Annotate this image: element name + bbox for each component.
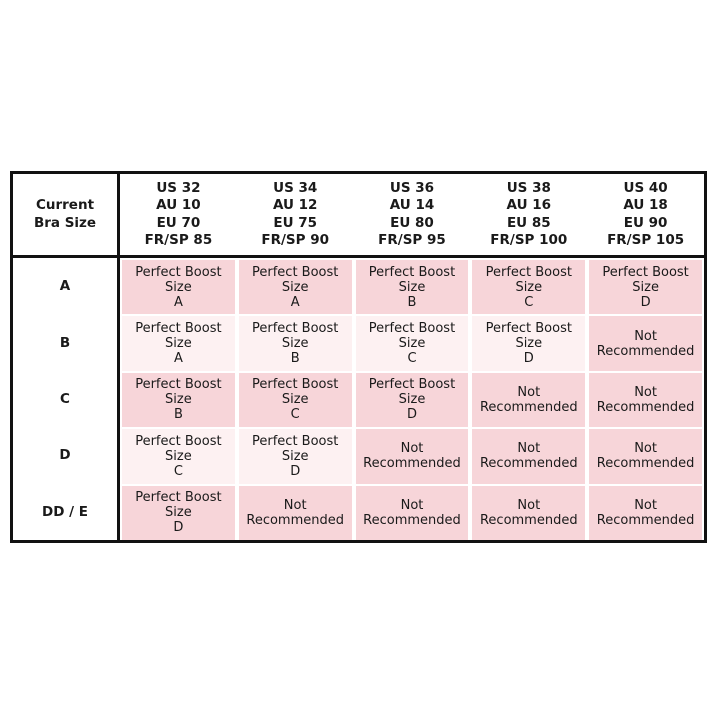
- cell-line-l2: Size: [281, 448, 309, 464]
- recommended-size-cell: [472, 260, 585, 314]
- not-recommended-cell: [356, 486, 469, 540]
- cell-line-l2: Recommended: [246, 512, 344, 528]
- column-header: [470, 174, 587, 258]
- recommended-size-cell: [239, 429, 352, 483]
- cell-line-l1: Perfect Boost: [485, 264, 572, 280]
- cell-line-l1: Perfect Boost: [135, 377, 222, 393]
- recommended-size-cell: [122, 260, 235, 314]
- cell-line-l1: Perfect Boost: [135, 490, 222, 506]
- cell-line-l2: Recommended: [363, 456, 461, 472]
- cell-line-l1: Perfect Boost: [252, 377, 339, 393]
- row-header: C: [13, 371, 120, 427]
- column-header-au: AU 12: [272, 197, 318, 213]
- cell-line-l1: Not: [400, 497, 424, 513]
- cell-line-l2: Size: [281, 336, 309, 352]
- column-header-fr: FR/SP 85: [144, 232, 213, 248]
- cell-line-l2: Recommended: [479, 512, 578, 528]
- cell-line-l3: C: [407, 351, 417, 367]
- column-header-eu: EU 90: [623, 214, 668, 231]
- cell-line-l1: Not: [283, 497, 307, 513]
- column-header: [120, 174, 237, 258]
- not-recommended-cell: [589, 486, 702, 540]
- cell-line-l3: C: [173, 463, 183, 479]
- cell-line-l1: Not: [517, 497, 541, 513]
- cell-line-l2: Size: [165, 505, 192, 521]
- row-header: B: [13, 314, 120, 370]
- cell-line-l2: Recommended: [596, 456, 695, 472]
- cell-line-l1: Perfect Boost: [135, 321, 222, 337]
- not-recommended-cell: [589, 373, 702, 427]
- not-recommended-cell: [472, 486, 585, 540]
- corner-header-line2: Bra Size: [33, 214, 97, 231]
- cell-line-l3: D: [173, 520, 184, 536]
- recommended-size-cell: [239, 316, 352, 370]
- cell-line-l2: Recommended: [363, 512, 461, 528]
- cell-line-l1: Perfect Boost: [135, 433, 222, 449]
- cell-line-l1: Not: [634, 328, 657, 344]
- recommended-size-cell: [356, 373, 469, 427]
- recommended-size-cell: [239, 373, 352, 427]
- recommended-size-cell: [122, 373, 235, 427]
- cell-line-l2: Size: [398, 279, 426, 295]
- recommended-size-cell: [122, 429, 235, 483]
- cell-line-l2: Size: [165, 392, 192, 408]
- cell-line-l1: Perfect Boost: [485, 321, 572, 337]
- column-header: [587, 174, 704, 258]
- cell-line-l1: Perfect Boost: [252, 321, 339, 337]
- row-header: D: [13, 427, 120, 483]
- cell-line-l2: Size: [398, 392, 426, 408]
- cell-line-l2: Size: [281, 392, 309, 408]
- cell-line-l1: Not: [517, 441, 541, 457]
- column-header-us: US 34: [273, 179, 318, 196]
- column-header-eu: EU 70: [156, 214, 201, 231]
- recommended-size-cell: [589, 260, 702, 314]
- cell-line-l1: Perfect Boost: [252, 264, 339, 280]
- cell-line-l2: Size: [165, 336, 192, 352]
- not-recommended-cell: [472, 373, 585, 427]
- corner-header-line1: Current: [35, 197, 95, 213]
- cell-line-l1: Perfect Boost: [368, 377, 456, 393]
- cell-line-l2: Size: [515, 336, 543, 352]
- column-header-us: US 38: [506, 179, 551, 196]
- cell-line-l3: D: [523, 351, 534, 367]
- recommended-size-cell: [472, 316, 585, 370]
- column-header-fr: FR/SP 95: [378, 232, 446, 248]
- column-header-fr: FR/SP 100: [490, 232, 568, 248]
- cell-line-l1: Perfect Boost: [252, 433, 339, 449]
- column-header-eu: EU 80: [390, 214, 434, 231]
- not-recommended-cell: [239, 486, 352, 540]
- not-recommended-cell: [589, 429, 702, 483]
- not-recommended-cell: [356, 429, 469, 483]
- cell-line-l2: Size: [165, 448, 192, 464]
- column-header-eu: EU 75: [273, 214, 318, 231]
- cell-line-l3: B: [407, 294, 417, 310]
- row-header: DD / E: [13, 484, 120, 540]
- size-chart-table: [10, 171, 707, 543]
- cell-line-l3: B: [173, 407, 183, 423]
- cell-line-l1: Perfect Boost: [135, 264, 222, 280]
- cell-line-l1: Perfect Boost: [368, 321, 456, 337]
- column-header-au: AU 16: [506, 197, 552, 213]
- cell-line-l1: Not: [634, 384, 657, 400]
- cell-line-l1: Perfect Boost: [368, 264, 456, 280]
- cell-line-l1: Not: [517, 384, 541, 400]
- cell-line-l2: Recommended: [596, 512, 695, 528]
- cell-line-l1: Not: [634, 441, 657, 457]
- cell-line-l2: Size: [515, 279, 543, 295]
- column-header-us: US 40: [623, 179, 668, 196]
- corner-header: [13, 174, 120, 258]
- column-header: [354, 174, 471, 258]
- not-recommended-cell: [472, 429, 585, 483]
- cell-line-l1: Not: [634, 497, 657, 513]
- column-header-eu: EU 85: [506, 214, 551, 231]
- cell-line-l2: Size: [165, 279, 192, 295]
- cell-line-l3: A: [173, 294, 183, 310]
- cell-line-l3: D: [640, 294, 651, 310]
- column-header-au: AU 10: [156, 197, 201, 213]
- cell-line-l2: Recommended: [479, 399, 578, 415]
- cell-line-l3: A: [173, 351, 183, 367]
- cell-line-l2: Size: [632, 279, 659, 295]
- cell-line-l1: Not: [400, 441, 424, 457]
- cell-line-l3: D: [290, 463, 301, 479]
- recommended-size-cell: [356, 316, 469, 370]
- recommended-size-cell: [356, 260, 469, 314]
- row-header: A: [13, 258, 120, 314]
- column-header-au: AU 18: [623, 197, 668, 213]
- cell-line-l2: Size: [398, 336, 426, 352]
- recommended-size-cell: [122, 316, 235, 370]
- cell-line-l2: Size: [281, 279, 309, 295]
- recommended-size-cell: [122, 486, 235, 540]
- not-recommended-cell: [589, 316, 702, 370]
- column-header-au: AU 14: [389, 197, 435, 213]
- cell-line-l3: B: [290, 351, 300, 367]
- recommended-size-cell: [239, 260, 352, 314]
- column-header: [237, 174, 354, 258]
- column-header-us: US 36: [389, 179, 435, 196]
- column-header-fr: FR/SP 90: [261, 232, 330, 248]
- column-header-us: US 32: [156, 179, 201, 196]
- cell-line-l1: Perfect Boost: [602, 264, 689, 280]
- cell-line-l3: C: [290, 407, 300, 423]
- column-header-fr: FR/SP 105: [607, 232, 685, 248]
- cell-line-l2: Recommended: [479, 456, 578, 472]
- cell-line-l2: Recommended: [596, 343, 695, 359]
- cell-line-l3: D: [406, 407, 417, 423]
- cell-line-l3: A: [290, 294, 300, 310]
- cell-line-l3: C: [524, 294, 534, 310]
- cell-line-l2: Recommended: [596, 399, 695, 415]
